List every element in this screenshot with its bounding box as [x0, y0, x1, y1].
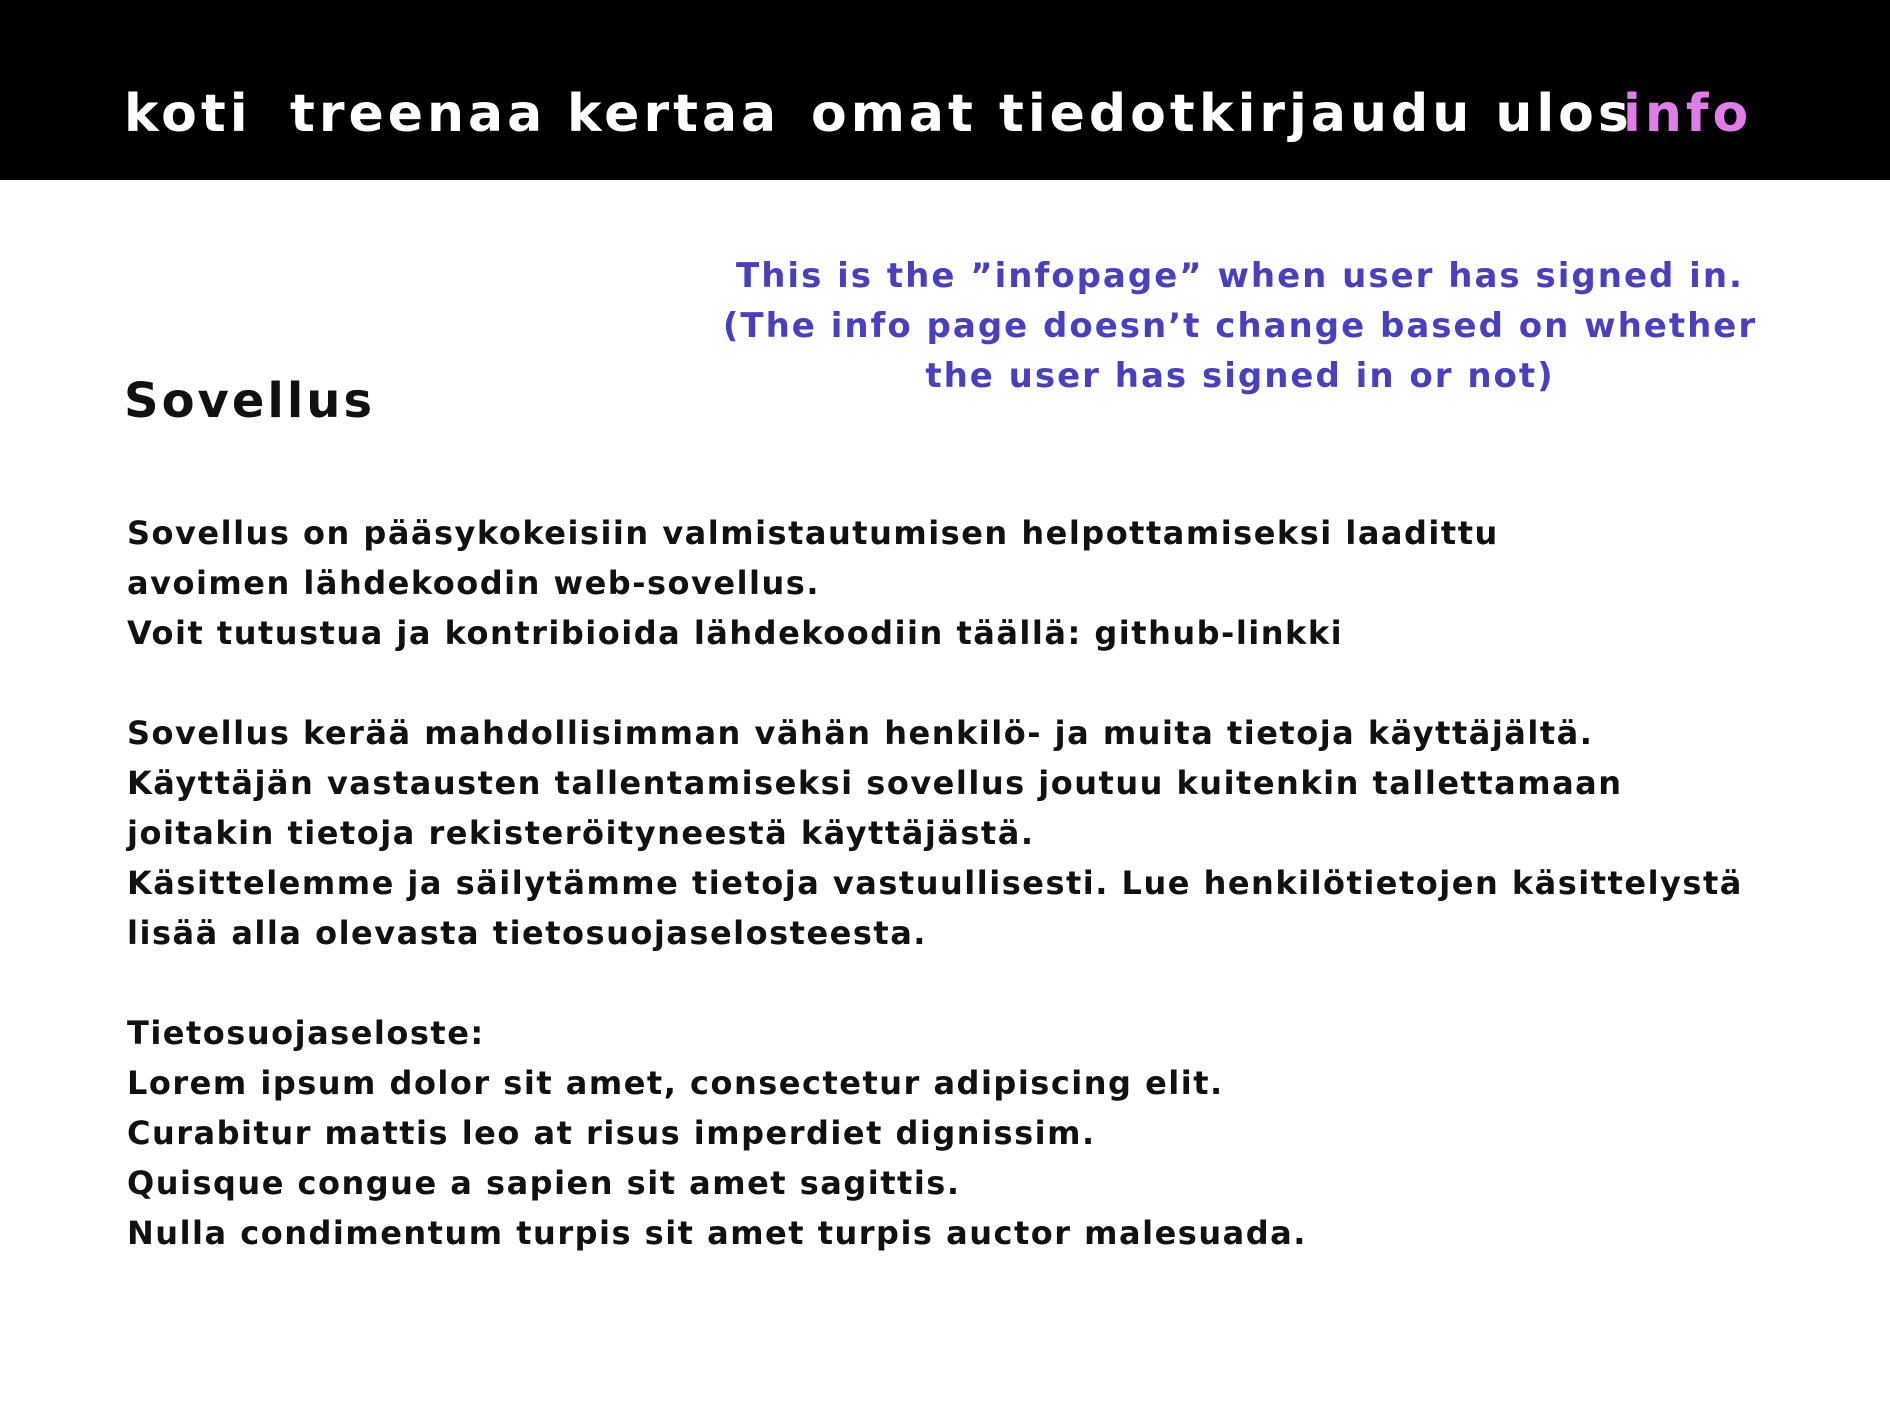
nav-item-info[interactable]: info [1623, 84, 1753, 144]
policy-line: Lorem ipsum dolor sit amet, consectetur adipiscing elit. [127, 1064, 1224, 1102]
policy-line: Nulla condimentum turpis sit amet turpis auctor malesuada. [127, 1214, 1307, 1252]
annotation-line: the user has signed in or not) [925, 356, 1555, 396]
privacy-intro-line: joitakin tietoja rekisteröityneestä käyttäjästä. [127, 814, 1035, 852]
github-link[interactable]: github-linkki [1094, 614, 1344, 652]
privacy-intro-line: Sovellus kerää mahdollisimman vähän henkilö- ja muita tietoja käyttäjältä. [127, 714, 1594, 752]
policy-heading: Tietosuojaseloste: [127, 1014, 485, 1052]
nav-item-omat-tiedot[interactable]: omat tiedot [811, 84, 1199, 144]
annotation-line: (The info page doesn’t change based on whether [722, 306, 1758, 346]
intro-line: Sovellus on pääsykokeisiin valmistautumisen helpottamiseksi laadittu [127, 514, 1499, 552]
policy-line: Quisque congue a sapien sit amet sagittis. [127, 1164, 961, 1202]
privacy-intro-line: Käsittelemme ja säilytämme tietoja vastuullisesti. Lue henkilötietojen käsittelystä [127, 864, 1743, 902]
info-content [127, 508, 1827, 1258]
paragraph-spacer [127, 958, 1827, 1008]
privacy-intro-line: Käyttäjän vastausten tallentamiseksi sovellus joutuu kuitenkin tallettamaan [127, 764, 1623, 802]
intro-line: avoimen lähdekoodin web-sovellus. [127, 564, 820, 602]
nav-item-treenaa[interactable]: treenaa [290, 84, 547, 144]
contribute-text: Voit tutustua ja kontribioida lähdekoodiin täällä: [127, 614, 1095, 652]
page-title: Sovellus [124, 373, 376, 429]
nav-item-kertaa[interactable]: kertaa [567, 84, 781, 144]
privacy-intro-line: lisää alla olevasta tietosuojaselosteesta. [127, 914, 927, 952]
policy-line: Curabitur mattis leo at risus imperdiet dignissim. [127, 1114, 1096, 1152]
top-navigation-bar [0, 0, 1890, 180]
designer-annotation-note [720, 251, 1760, 401]
annotation-line: This is the ”infopage” when user has signed in. [736, 256, 1744, 296]
nav-item-koti[interactable]: koti [124, 84, 252, 144]
paragraph-spacer [127, 658, 1827, 708]
nav-item-kirjaudu-ulos[interactable]: kirjaudu ulos [1199, 84, 1633, 144]
contribute-line [127, 608, 1827, 658]
